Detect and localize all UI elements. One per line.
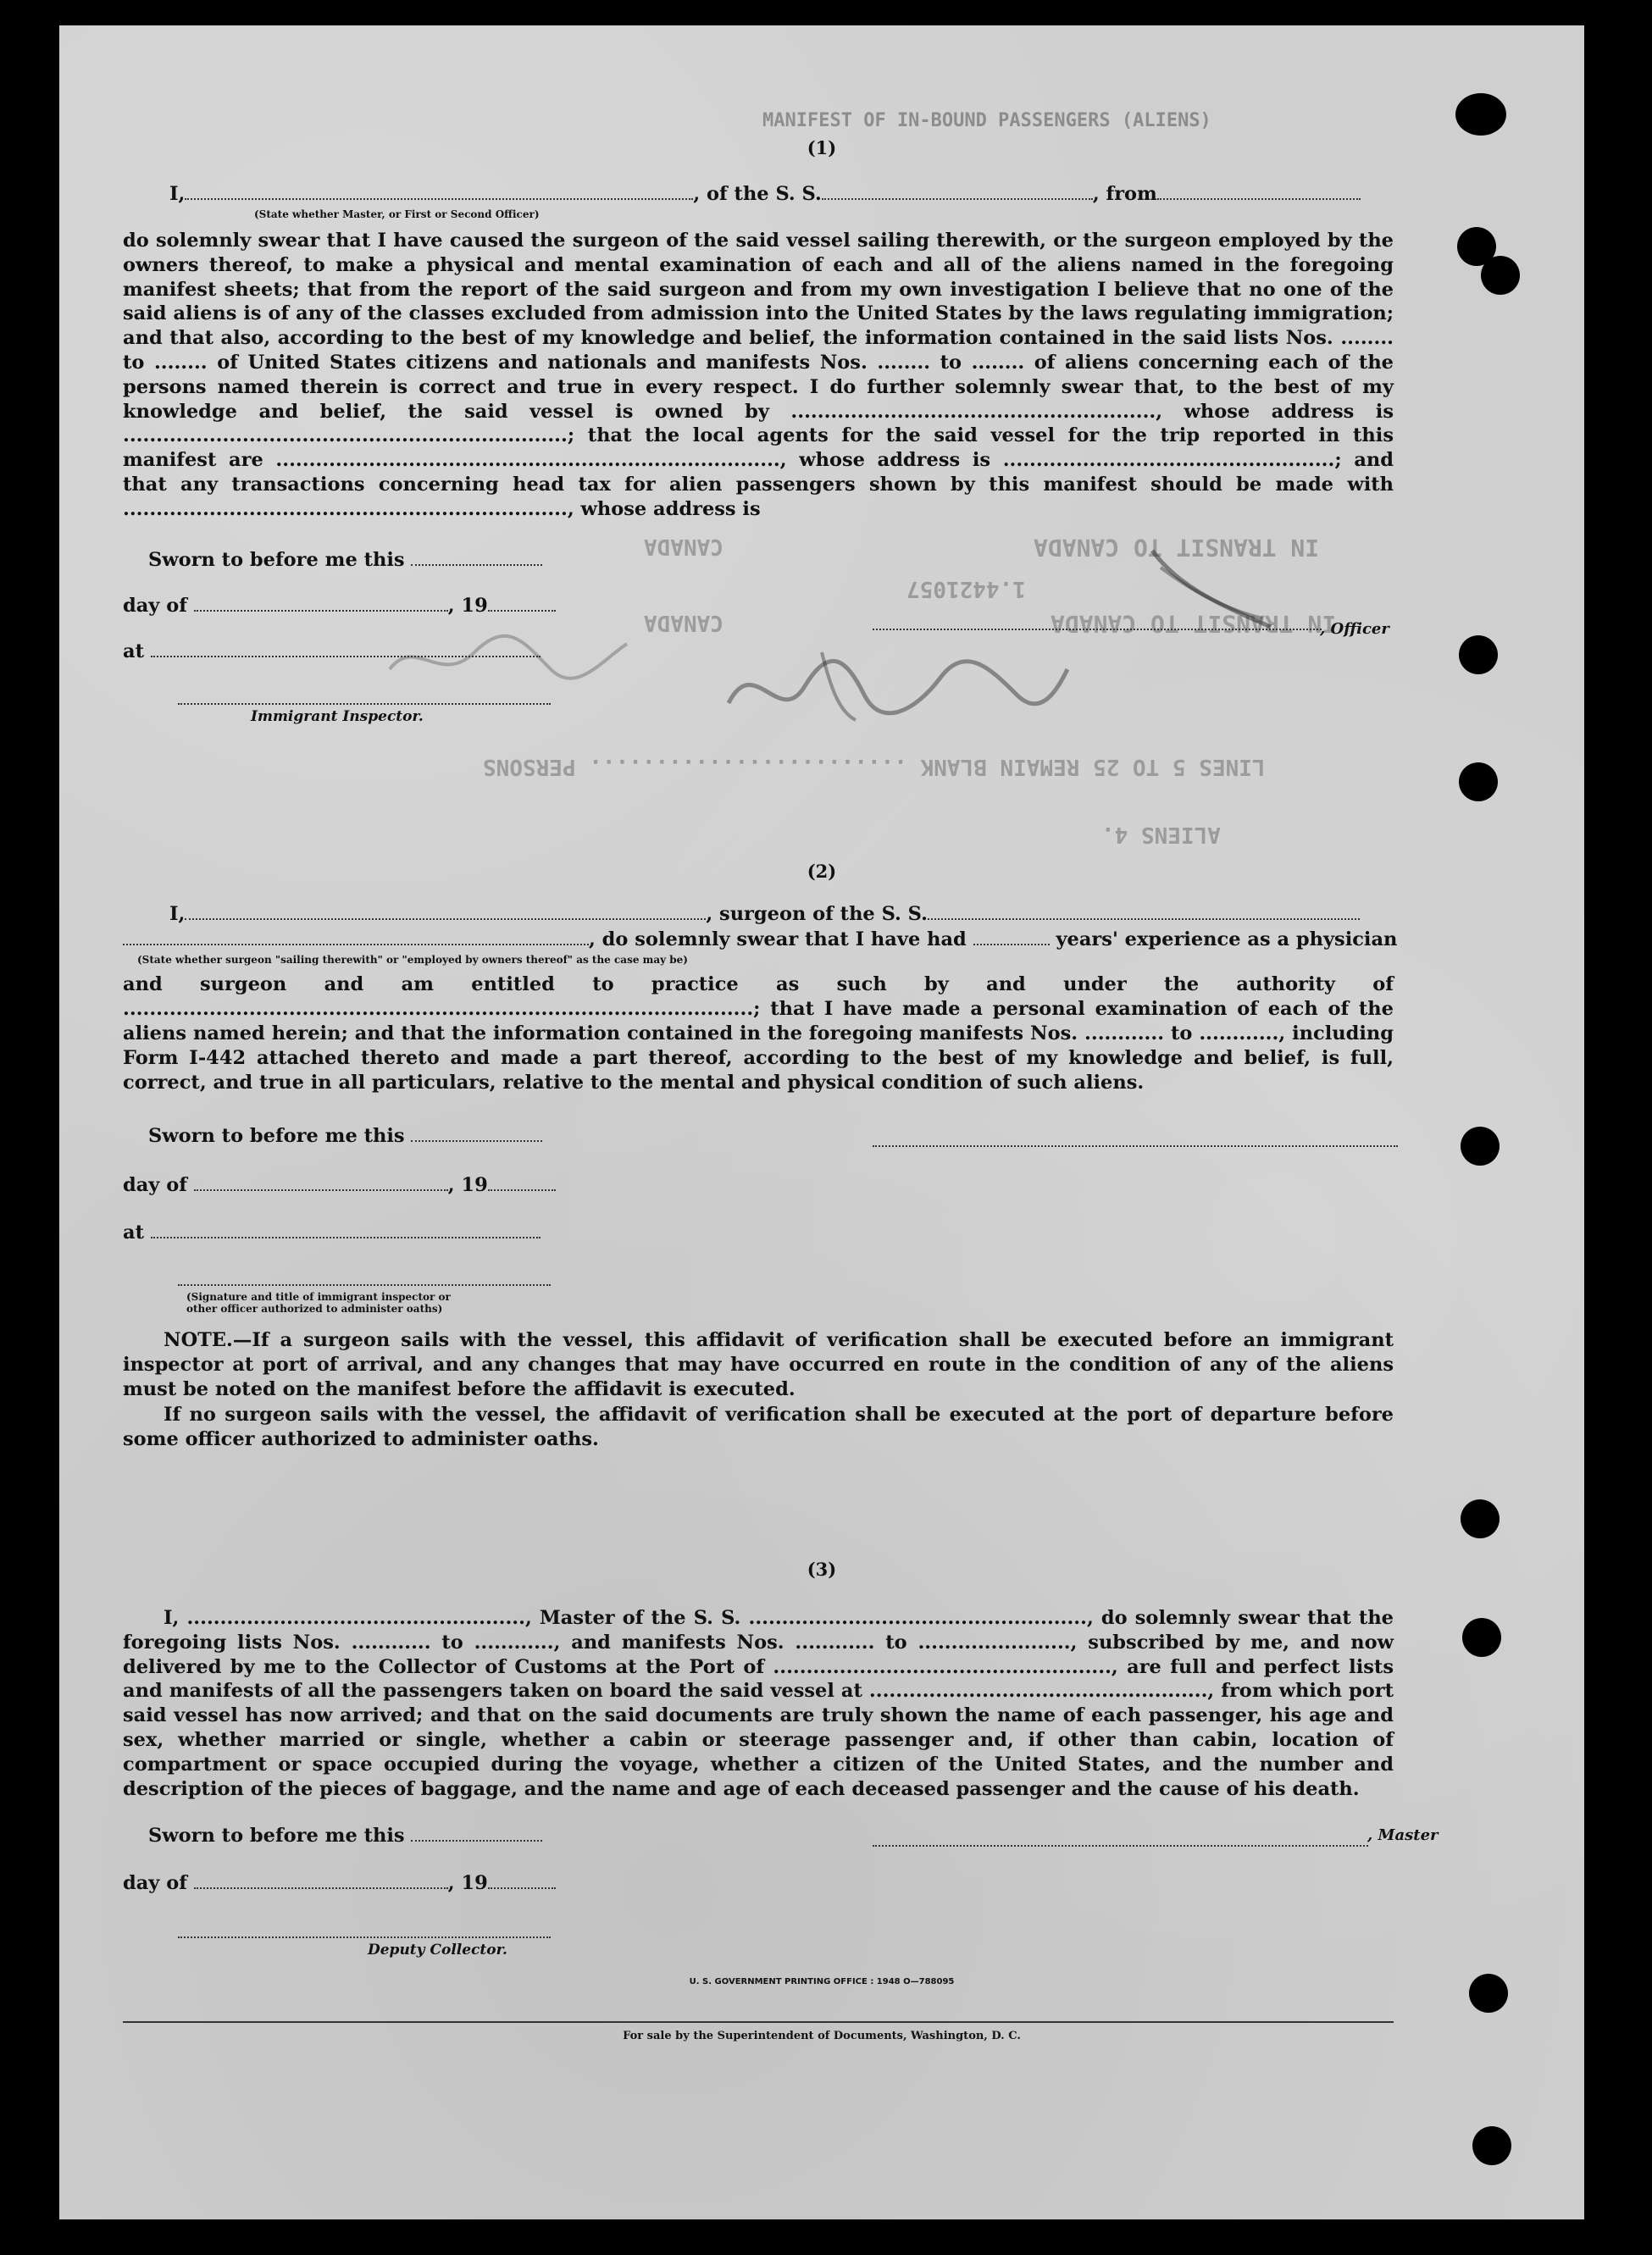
bleed-through-line: IN TRANSIT TO CANADA bbox=[1034, 534, 1320, 562]
bleed-through-line: IN TRANSIT TO CANADA bbox=[1051, 610, 1337, 638]
label-sworn: Sworn to before me this bbox=[148, 549, 405, 571]
bleed-through-line: ALIENS 4. bbox=[1101, 822, 1221, 847]
manifest-back-page bbox=[59, 25, 1584, 2219]
label-day-of: day of bbox=[123, 595, 187, 617]
bleed-through-line: LINES 5 TO 25 REMAIN BLANK ........................ PERSONS bbox=[483, 754, 1266, 779]
label-at: at bbox=[123, 1222, 144, 1244]
bleed-through-line: CANADA bbox=[644, 534, 723, 559]
label-deputy-collector: Deputy Collector. bbox=[368, 1942, 507, 1959]
day-of-line bbox=[123, 1174, 556, 1196]
signature-scrawl bbox=[1144, 542, 1279, 635]
punch-hole bbox=[1455, 93, 1506, 136]
label-at: at bbox=[123, 640, 144, 662]
punch-hole bbox=[1472, 2126, 1511, 2165]
label-year: , 19 bbox=[447, 1872, 488, 1894]
label-year: , 19 bbox=[447, 1174, 488, 1196]
oath-body-surgeon: and surgeon and am entitled to practice as such by and under the authority of ...............................................................................................; that I have made a personal examination of each of the aliens named herein; and that the information contained in the foregoing manifests Nos. ............ to ............, including Form I-442 attached thereto and made a part thereof, according to the best of my knowledge and belief, is full, correct, and true in all particulars, relative to the mental and physical condition of such aliens. bbox=[123, 973, 1394, 1094]
day-of-line bbox=[123, 1872, 556, 1894]
label-of-ss: , of the S. S. bbox=[693, 183, 822, 205]
label-officer: , Officer bbox=[1320, 620, 1389, 638]
oath-line-years bbox=[123, 928, 1397, 950]
for-sale-notice: For sale by the Superintendent of Documents, Washington, D. C. bbox=[623, 2030, 1021, 2042]
label-immigrant-inspector: Immigrant Inspector. bbox=[251, 708, 424, 725]
label-do-swear: , do solemnly swear that I have had bbox=[589, 928, 967, 950]
oath-line-surgeon bbox=[169, 903, 1360, 925]
sworn-line bbox=[148, 1125, 542, 1147]
day-of-line bbox=[123, 595, 556, 617]
oath-body-master: do solemnly swear that I have caused the surgeon of the said vessel sailing therewith, or the surgeon employed by the owners thereof, to make a physical and mental examination of each and all of the aliens named in the foregoing manifest sheets; that from the report of the said surgeon and from my own investigation I believe that no one of the said aliens is of any of the classes excluded from admission into the United States by the laws regulating immigration; and that also, according to the best of my knowledge and belief, the information contained in the said lists Nos. ........ to ........ of United States citizens and nationals and manifests Nos. ........ to ........ of aliens concerning each of the persons named therein is correct and true in every respect. I do further solemnly swear that, to the best of my knowledge and belief, the said vessel is owned by ......................................................., whose address is ...................................................................; that the local agents for the said vessel for the trip reported in this manifest are ............................................................................, whose address is ..................................................; and that any transactions concerning head tax for alien passengers shown by this manifest should be made with ..................................................................., whose address is bbox=[123, 230, 1394, 520]
at-line bbox=[123, 1222, 541, 1244]
inspector-signature-line bbox=[178, 1284, 551, 1286]
sworn-line bbox=[148, 1825, 542, 1847]
label-year: , 19 bbox=[447, 595, 488, 617]
collector-signature-line bbox=[178, 1936, 551, 1938]
surgeon-signature-line bbox=[873, 1145, 1398, 1147]
label-day-of: day of bbox=[123, 1174, 187, 1196]
master-signature-line bbox=[873, 1845, 1368, 1847]
label-i: I, bbox=[169, 903, 186, 925]
caption-signature-title: other officer authorized to administer oaths) bbox=[186, 1303, 443, 1315]
label-i: I, bbox=[169, 183, 186, 205]
punch-hole bbox=[1461, 1499, 1500, 1538]
note-no-surgeon: If no surgeon sails with the vessel, the affidavit of verification shall be executed at the port of departure before some officer authorized to administer oaths. bbox=[123, 1404, 1394, 1450]
bleed-through-line: CANADA bbox=[644, 610, 723, 635]
caption-surgeon-type: (State whether surgeon "sailing therewith" or "employed by owners thereof" as the case may be) bbox=[137, 954, 688, 966]
label-from: , from bbox=[1092, 183, 1157, 205]
caption-signature-title: (Signature and title of immigrant inspector or bbox=[186, 1291, 451, 1303]
bleed-header: MANIFEST OF IN-BOUND PASSENGERS (ALIENS) bbox=[762, 110, 1211, 131]
punch-hole bbox=[1461, 1127, 1500, 1166]
punch-hole bbox=[1481, 256, 1520, 295]
punch-hole bbox=[1462, 1618, 1501, 1657]
punch-hole bbox=[1459, 635, 1498, 674]
label-sworn: Sworn to before me this bbox=[148, 1125, 405, 1147]
sworn-line bbox=[148, 549, 542, 571]
label-sworn: Sworn to before me this bbox=[148, 1825, 405, 1847]
signature-scrawl bbox=[720, 635, 1076, 729]
footer-rule bbox=[123, 2021, 1394, 2023]
at-line bbox=[123, 640, 541, 662]
officer-signature-line bbox=[873, 629, 1322, 630]
section-number: (2) bbox=[807, 861, 837, 882]
printer-imprint: U. S. GOVERNMENT PRINTING OFFICE : 1948 O—788095 bbox=[689, 1977, 955, 1986]
label-day-of: day of bbox=[123, 1872, 187, 1894]
punch-hole bbox=[1459, 762, 1498, 801]
label-master: , Master bbox=[1367, 1826, 1439, 1844]
section-number: (1) bbox=[807, 137, 837, 158]
oath-line-officer bbox=[169, 183, 1361, 205]
note-surgeon-sails: NOTE.—If a surgeon sails with the vessel, this affidavit of verification shall be executed before an immigrant inspector at port of arrival, and any changes that may have occurred en route in the condition of any of the aliens must be noted on the manifest before the affidavit is executed. bbox=[123, 1329, 1394, 1400]
bleed-through-line: 1.4421057 bbox=[906, 576, 1026, 601]
oath-body-master-lists: I, ..................................................., Master of the S. S. ..................................................., do solemnly swear that the foregoing lists Nos. ............ to ............, and manifests Nos. ............ to ......................., subscribed by me, and now delivered by me to the Collector of Customs at the Port of ..................................................., are full and perfect lists and manifests of all the passengers taken on board the said vessel at ..................................................., from which port said vessel has now arrived; and that on the said documents are truly shown the name of each passenger, his age and sex, whether married or single, whether a cabin or steerage passenger and, if other than cabin, location of compartment or space occupied during the voyage, whether a citizen of the United States, and the number and description of the pieces of baggage, and the name and age of each deceased passenger and the cause of his death. bbox=[123, 1607, 1394, 1800]
label-surgeon-of-ss: , surgeon of the S. S. bbox=[706, 903, 928, 925]
caption-officer-rank: (State whether Master, or First or Second Officer) bbox=[254, 208, 540, 220]
inspector-signature-line bbox=[178, 703, 551, 705]
label-years-experience: years' experience as a physician bbox=[1056, 928, 1398, 950]
section-number: (3) bbox=[807, 1559, 837, 1580]
